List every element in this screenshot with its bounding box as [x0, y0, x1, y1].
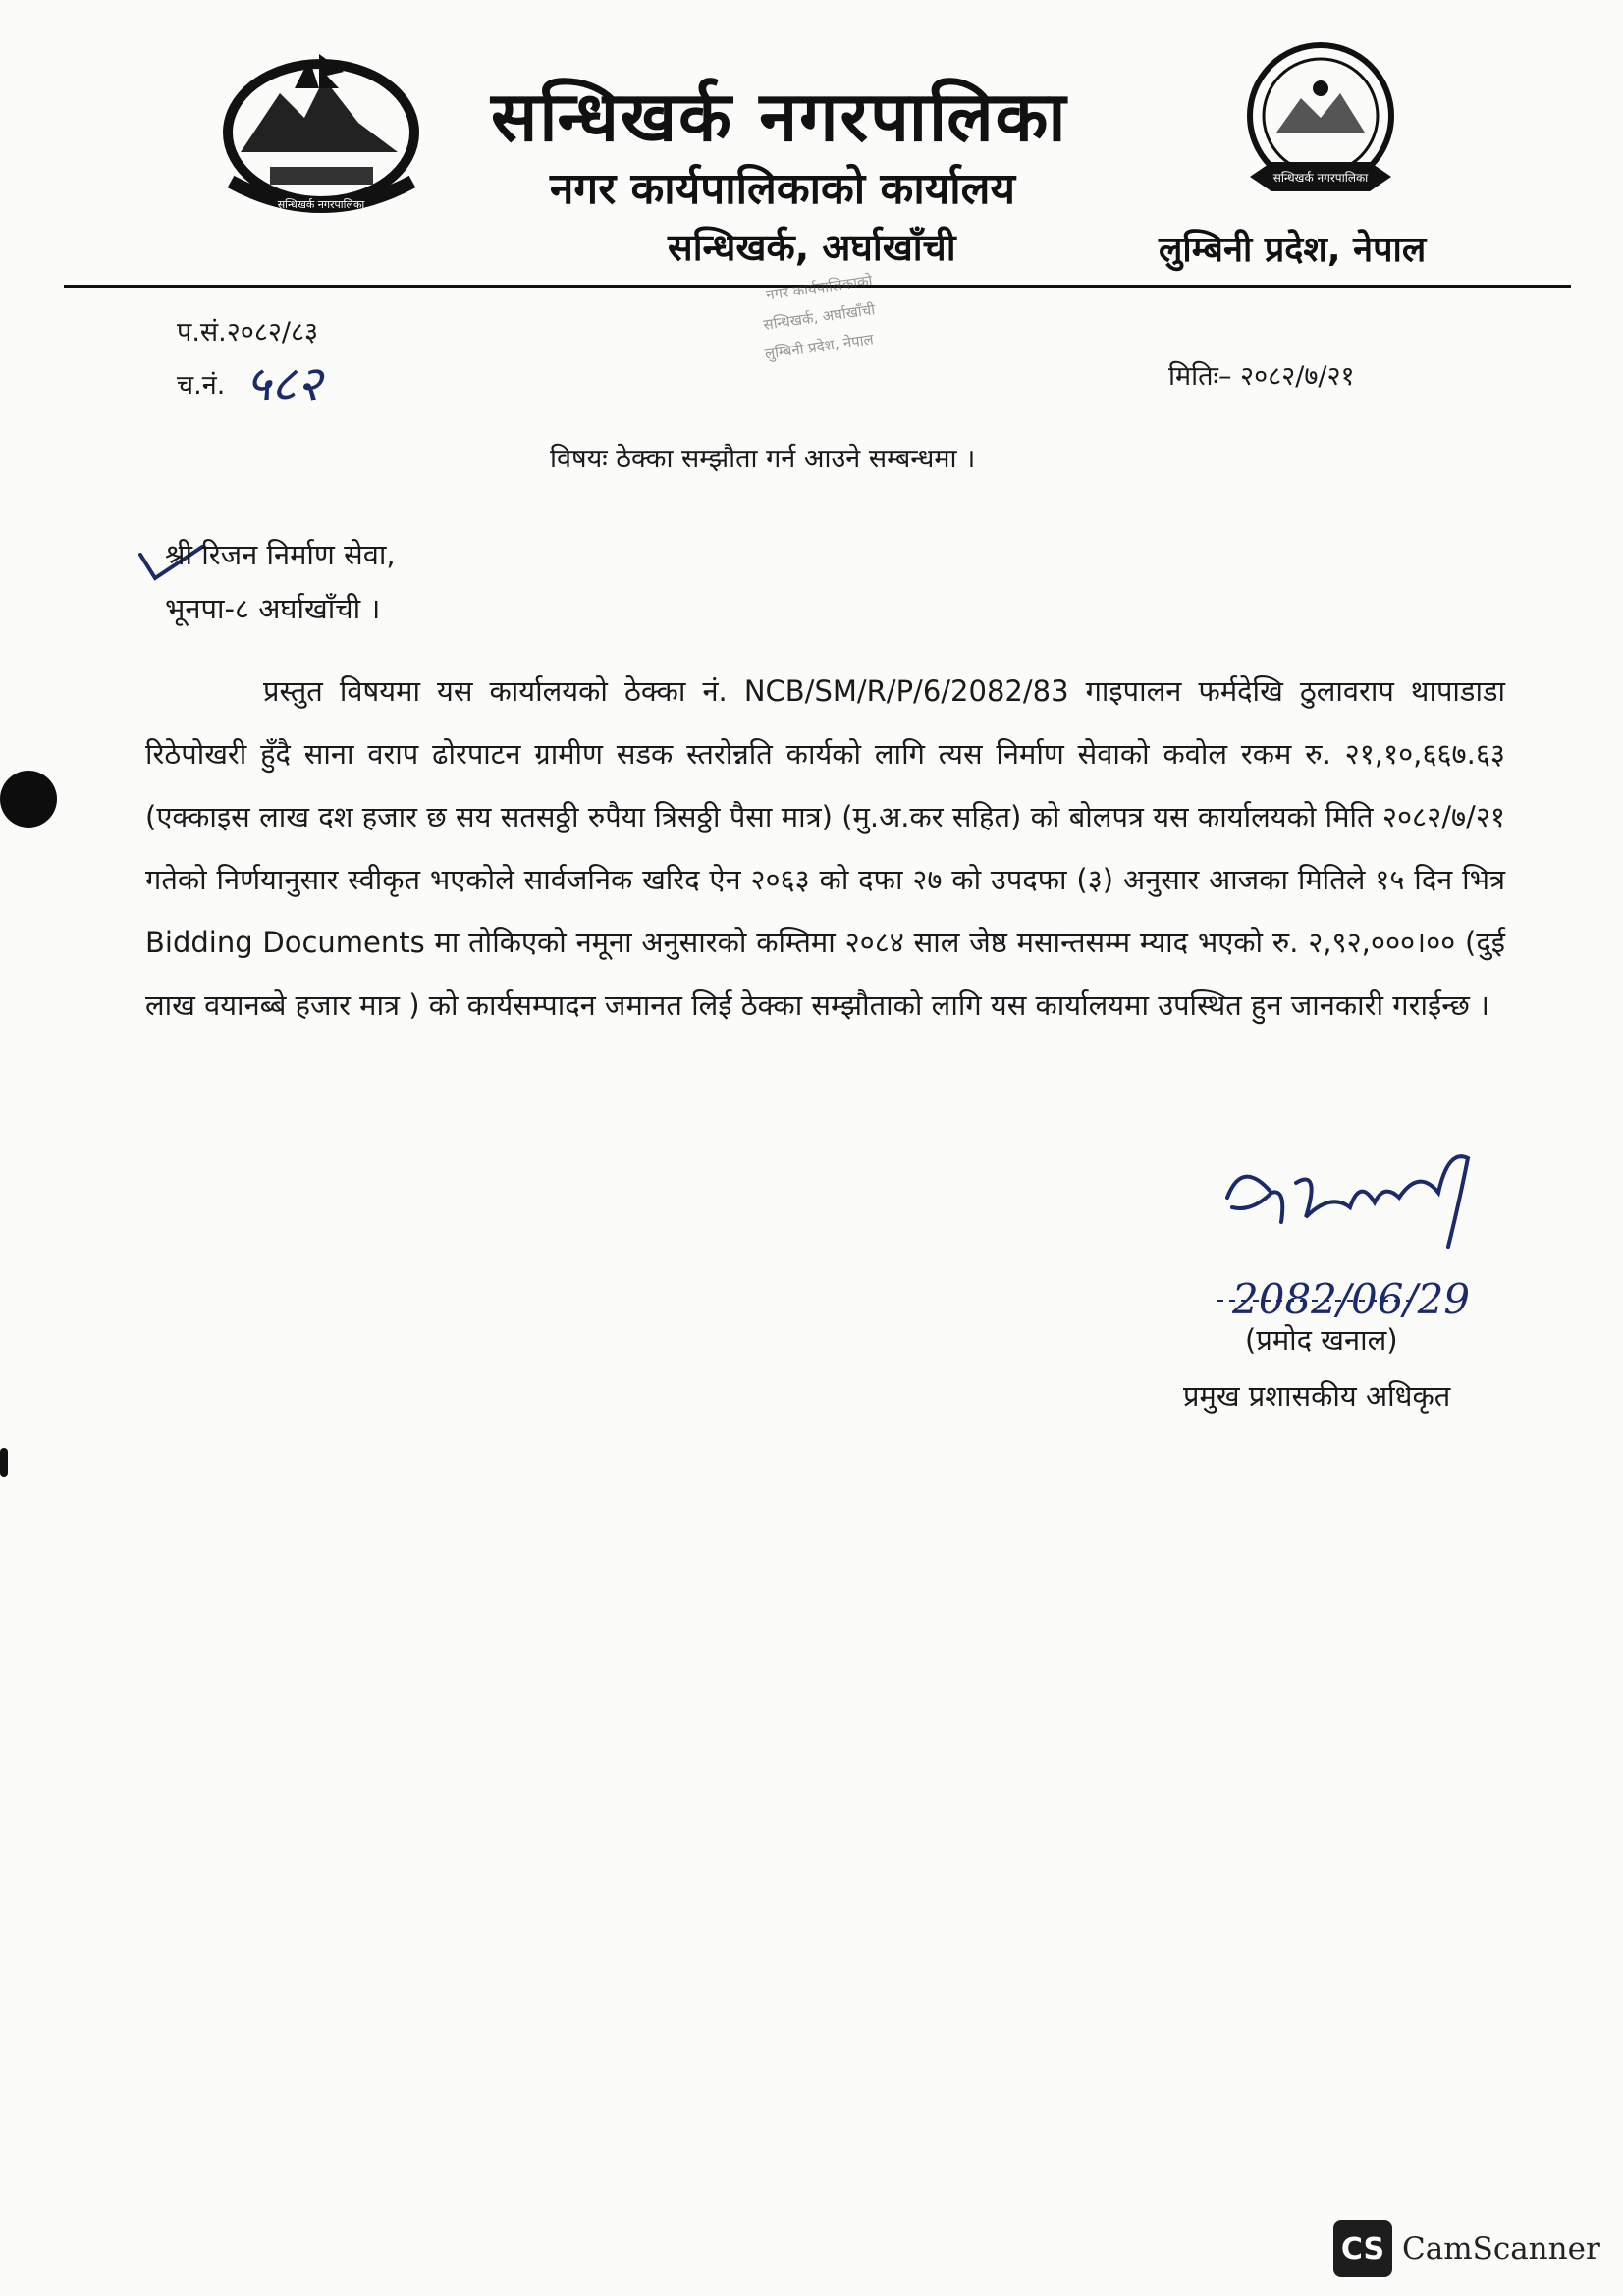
camscanner-watermark: CamScanner	[1402, 2231, 1600, 2267]
subject-line: विषयः ठेक्का सम्झौता गर्न आउने सम्बन्धमा ।	[550, 444, 976, 474]
dispatch-number: ५८२	[245, 355, 322, 412]
punch-hole-edge	[0, 1448, 8, 1477]
office-location: सन्धिखर्क, अर्घाखाँची	[668, 226, 956, 269]
punch-hole	[0, 771, 57, 828]
stamp-line-3: लुम्बिनी प्रदेश, नेपाल	[763, 330, 875, 363]
letter-body: प्रस्तुत विषयमा यस कार्यालयको ठेक्का नं. NCB/SM/R/P/6/2082/83 गाइपालन फर्मदेखि ठुलावराप थापाडाडा रिठेपोखरी हुँदै साना वराप ढोरपाटन ग्रामीण सडक स्तरोन्नति कार्यको लागि त्यस निर्माण सेवाको कवोल रकम रु. २१,१०,६६७.६३ (एक्काइस लाख दश हजार छ सय सतसठ्ठी रुपैया त्रिसठ्ठी पैसा मात्र) (मु.अ.कर सहित) को बोलपत्र यस कार्यालयको मिति २०८२/७/२१ गतेको निर्णयानुसार स्वीकृत भएकोले सार्वजनिक खरिद ऐन २०६३ को दफा २७ को उपदफा (३) अनुसार आजका मितिले १५ दिन भित्र Bidding Documents मा तोकिएको नमूना अनुसारको कम्तिमा २०८४ साल जेष्ठ मसान्तसम्म म्याद भएको रु. २,९२,०००।०० (दुई लाख वयानब्बे हजार मात्र ) को कार्यसम्पादन जमानत लिई ठेक्का सम्झौताको लागि यस कार्यालयमा उपस्थित हुन जानकारी गराईन्छ ।	[145, 674, 1505, 1022]
signatory-title: प्रमुख प्रशासकीय अधिकृत	[1183, 1379, 1451, 1413]
reference-number: प.सं.२०८२/८३	[177, 317, 319, 347]
province-location: लुम्बिनी प्रदेश, नेपाल	[1159, 230, 1427, 270]
addressee-name: श्री रिजन निर्माण सेवा,	[165, 538, 396, 571]
stamp-line-2: सन्धिखर्क, अर्घाखाँची	[762, 300, 877, 334]
nepal-emblem-icon	[201, 34, 442, 216]
signature	[1213, 1139, 1527, 1335]
office-name: नगर कार्यपालिकाको कार्यालय	[550, 164, 1015, 214]
addressee-address: भूनपा-८ अर्घाखाँची ।	[165, 592, 381, 625]
camscanner-logo-icon: CS	[1333, 2220, 1392, 2277]
municipality-name: सन्धिखर्क नगरपालिका	[491, 77, 1068, 157]
stamp-line-1: नगर कार्यपालिकाको	[765, 271, 874, 304]
signature-date: 2082/06/29	[1232, 1275, 1471, 1323]
emblem-text: सन्धिखर्क नगरपालिका	[277, 198, 365, 211]
letter-date: मितिः– २०८२/७/२१	[1168, 361, 1355, 392]
municipality-seal-icon	[1242, 39, 1399, 206]
seal-banner-text: सन्धिखर्क नगरपालिका	[1272, 171, 1369, 185]
signatory-name: (प्रमोद खनाल)	[1245, 1323, 1398, 1357]
office-stamp	[722, 253, 918, 381]
dispatch-label: च.नं.	[177, 370, 226, 400]
